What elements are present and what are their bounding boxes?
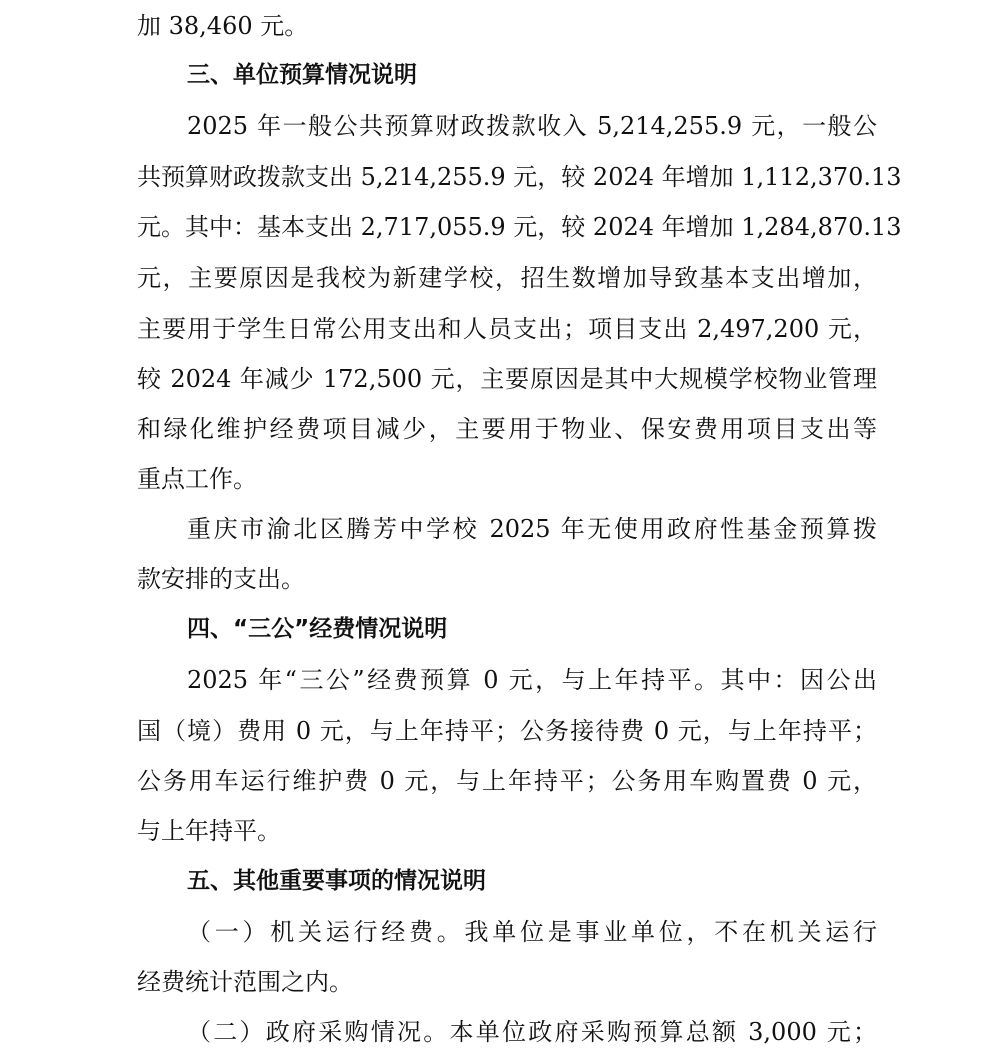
text-line: 元，主要原因是我校为新建学校，招生数增加导致基本支出增加， xyxy=(137,264,877,292)
text-line: 2025 年“三公”经费预算 0 元，与上年持平。其中：因公出 xyxy=(187,666,877,694)
text-line: （一）机关运行经费。我单位是事业单位，不在机关运行 xyxy=(187,918,877,946)
text-line: （二）政府采购情况。本单位政府采购预算总额 3,000 元； xyxy=(187,1018,877,1046)
text-line: 重庆市渝北区腾芳中学校 2025 年无使用政府性基金预算拨 xyxy=(187,515,877,543)
text-line: 和绿化维护经费项目减少，主要用于物业、保安费用项目支出等 xyxy=(137,415,877,443)
text-line: 主要用于学生日常公用支出和人员支出；项目支出 2,497,200 元， xyxy=(137,315,877,343)
text-line: 重点工作。 xyxy=(137,465,257,493)
text-line: 共预算财政拨款支出 5,214,255.9 元，较 2024 年增加 1,112,370.13 xyxy=(137,163,902,191)
text-line: 国（境）费用 0 元，与上年持平；公务接待费 0 元，与上年持平； xyxy=(137,717,877,745)
section-heading: 五、其他重要事项的情况说明 xyxy=(187,868,486,894)
section-heading: 四、“三公”经费情况说明 xyxy=(187,616,448,642)
text-line: 款安排的支出。 xyxy=(137,565,305,593)
text-line: 加 38,460 元。 xyxy=(137,12,309,40)
text-line: 与上年持平。 xyxy=(137,817,281,845)
text-line: 元。其中：基本支出 2,717,055.9 元，较 2024 年增加 1,284,870.13 xyxy=(137,213,902,241)
text-line: 经费统计范围之内。 xyxy=(137,968,353,996)
text-line: 2025 年一般公共预算财政拨款收入 5,214,255.9 元，一般公 xyxy=(187,112,877,140)
text-line: 较 2024 年减少 172,500 元，主要原因是其中大规模学校物业管理 xyxy=(137,365,877,393)
text-line: 公务用车运行维护费 0 元，与上年持平；公务用车购置费 0 元， xyxy=(137,767,877,795)
section-heading: 三、单位预算情况说明 xyxy=(187,62,417,88)
